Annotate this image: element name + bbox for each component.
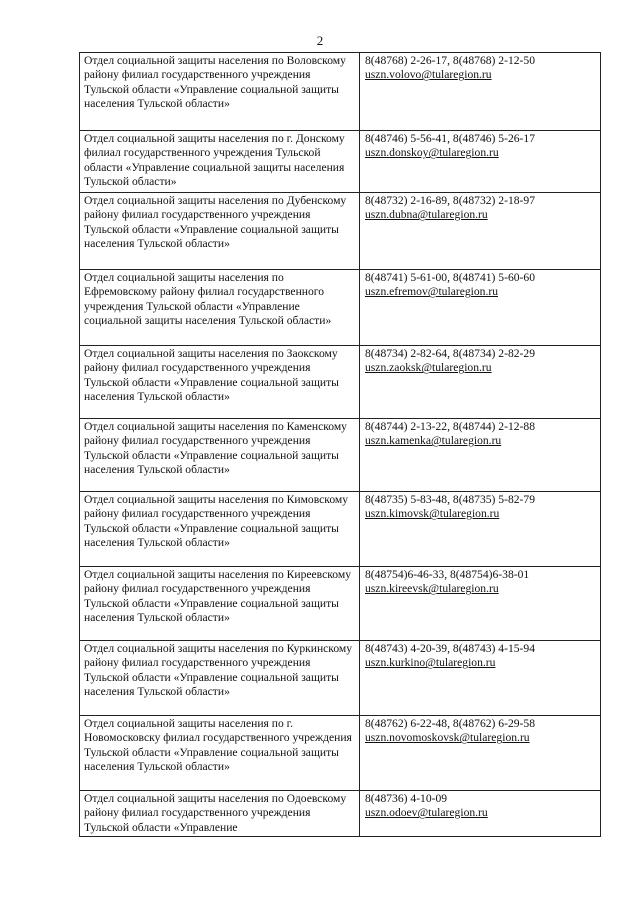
table-row bbox=[80, 716, 601, 791]
contact-cell bbox=[360, 53, 601, 131]
department-name: Отдел социальной защиты населения по Одоевскому району филиал государственного учреждения Тульской области «Управление bbox=[80, 791, 360, 837]
email-link[interactable]: uszn.donskoy@tularegion.ru bbox=[365, 146, 499, 160]
email-link[interactable]: uszn.volovo@tularegion.ru bbox=[365, 68, 492, 82]
department-name: Отдел социальной защиты населения по Заокскому району филиал государственного учреждения Тульской области «Управление социальной защиты населения Тульской области» bbox=[80, 346, 360, 419]
table-row bbox=[80, 270, 601, 346]
contact-cell bbox=[360, 193, 601, 270]
phone-numbers: 8(48754)6-46-33, 8(48754)6-38-01 bbox=[365, 568, 530, 581]
phone-numbers: 8(48746) 5-56-41, 8(48746) 5-26-17 bbox=[365, 132, 536, 145]
email-link[interactable]: uszn.novomoskovsk@tularegion.ru bbox=[365, 731, 530, 745]
table-row bbox=[80, 193, 601, 270]
email-link[interactable]: uszn.zaoksk@tularegion.ru bbox=[365, 361, 492, 375]
phone-numbers: 8(48732) 2-16-89, 8(48732) 2-18-97 bbox=[365, 194, 536, 207]
phone-numbers: 8(48762) 6-22-48, 8(48762) 6-29-58 bbox=[365, 717, 536, 730]
department-name: Отдел социальной защиты населения по Каменскому району филиал государственного учреждения Тульской области «Управление социальной защиты населения Тульской области» bbox=[80, 419, 360, 492]
table-row bbox=[80, 567, 601, 641]
phone-numbers: 8(48768) 2-26-17, 8(48768) 2-12-50 bbox=[365, 54, 536, 67]
department-name: Отдел социальной защиты населения по г. Новомосковску филиал государственного учреждения Тульской области «Управление социальной защиты населения Тульской области» bbox=[80, 716, 360, 791]
email-link[interactable]: uszn.kurkino@tularegion.ru bbox=[365, 656, 496, 670]
contact-cell bbox=[360, 131, 601, 193]
email-link[interactable]: uszn.dubna@tularegion.ru bbox=[365, 208, 488, 222]
contact-cell bbox=[360, 716, 601, 791]
email-link[interactable]: uszn.kimovsk@tularegion.ru bbox=[365, 507, 500, 521]
phone-numbers: 8(48741) 5-61-00, 8(48741) 5-60-60 bbox=[365, 271, 536, 284]
department-name: Отдел социальной защиты населения по Дубенскому району филиал государственного учреждения Тульской области «Управление социальной защиты населения Тульской области» bbox=[80, 193, 360, 270]
contact-cell bbox=[360, 492, 601, 567]
page-number: 2 bbox=[316, 33, 324, 48]
table-row bbox=[80, 419, 601, 492]
contact-cell bbox=[360, 270, 601, 346]
table-row bbox=[80, 791, 601, 837]
phone-numbers: 8(48744) 2-13-22, 8(48744) 2-12-88 bbox=[365, 420, 536, 433]
phone-numbers: 8(48743) 4-20-39, 8(48743) 4-15-94 bbox=[365, 642, 536, 655]
email-link[interactable]: uszn.odoev@tularegion.ru bbox=[365, 806, 488, 820]
department-name: Отдел социальной защиты населения по Киреевскому району филиал государственного учреждения Тульской области «Управление социальной защиты населения Тульской области» bbox=[80, 567, 360, 641]
table-row bbox=[80, 131, 601, 193]
phone-numbers: 8(48734) 2-82-64, 8(48734) 2-82-29 bbox=[365, 347, 536, 360]
contact-cell bbox=[360, 346, 601, 419]
department-name: Отдел социальной защиты населения по Ефремовскому району филиал государственного учреждения Тульской области «Управление социальной защиты населения Тульской области» bbox=[80, 270, 360, 346]
table-row bbox=[80, 53, 601, 131]
department-name: Отдел социальной защиты населения по Кимовскому району филиал государственного учреждения Тульской области «Управление социальной защиты населения Тульской области» bbox=[80, 492, 360, 567]
contact-cell bbox=[360, 419, 601, 492]
contact-cell bbox=[360, 641, 601, 716]
table-row bbox=[80, 346, 601, 419]
email-link[interactable]: uszn.efremov@tularegion.ru bbox=[365, 285, 499, 299]
department-name: Отдел социальной защиты населения по г. Донскому филиал государственного учреждения Тульской области «Управление социальной защиты населения Тульской области» bbox=[80, 131, 360, 193]
department-name: Отдел социальной защиты населения по Воловскому району филиал государственного учреждения Тульской области «Управление социальной защиты населения Тульской области» bbox=[80, 53, 360, 131]
table-row bbox=[80, 492, 601, 567]
table-row bbox=[80, 641, 601, 716]
contacts-table bbox=[79, 52, 601, 837]
department-name: Отдел социальной защиты населения по Куркинскому району филиал государственного учреждения Тульской области «Управление социальной защиты населения Тульской области» bbox=[80, 641, 360, 716]
email-link[interactable]: uszn.kamenka@tularegion.ru bbox=[365, 434, 502, 448]
contact-cell bbox=[360, 567, 601, 641]
contact-cell bbox=[360, 791, 601, 837]
phone-numbers: 8(48735) 5-83-48, 8(48735) 5-82-79 bbox=[365, 493, 536, 506]
phone-numbers: 8(48736) 4-10-09 bbox=[365, 792, 448, 805]
email-link[interactable]: uszn.kireevsk@tularegion.ru bbox=[365, 582, 499, 596]
contacts-table-body bbox=[80, 53, 601, 837]
